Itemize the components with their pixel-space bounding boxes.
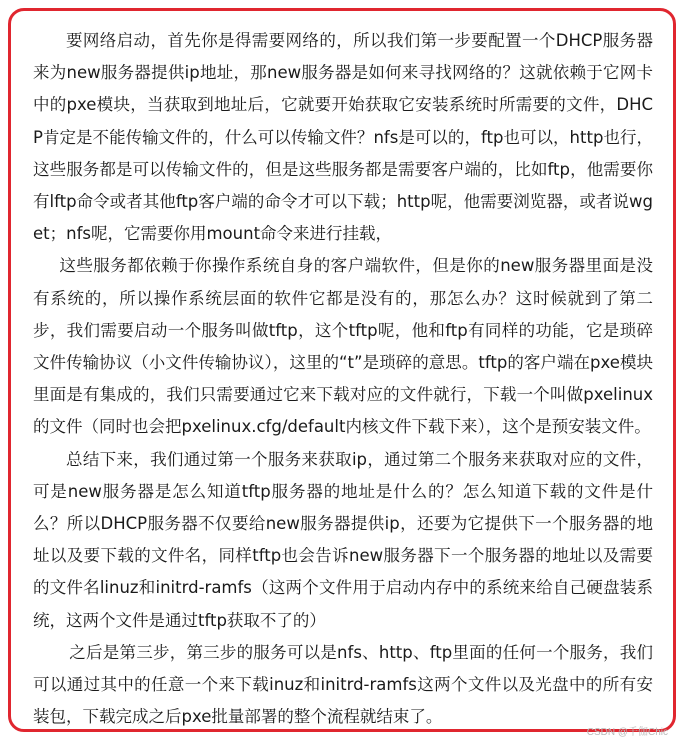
red-outline-frame bbox=[8, 8, 676, 732]
paragraph-summary: 总结下来，我们通过第一个服务来获取ip，通过第二个服务来获取对应的文件，可是new服务器是怎么知道tftp服务器的地址是什么的？怎么知道下载的文件是什么？所以DHCP服务器不仅要给new服务器提供ip，还要为它提供下一个服务器的地址以及要下载的文件名，同样tftp也会告诉new服务器下一个服务器的地址以及需要的文件名linuz和initrd-ramfs（这两个文件用于启动内存中的系统来给自己硬盘装系统，这两个文件是通过tftp获取不了的） bbox=[33, 449, 653, 630]
paragraph-dhcp: 要网络启动，首先你是得需要网络的，所以我们第一步要配置一个DHCP服务器来为new服务器提供ip地址，那new服务器是如何来寻找网络的？这就依赖于它网卡中的pxe模块，当获取到地址后，它就要开始获取它安装系统时所需要的文件，DHCP肯定是不能传输文件的，什么可以传输文件？nfs是可以的，ftp也可以，http也行，这些服务都是可以传输文件的，但是这些服务都是需要客户端的，比如ftp，他需要你有lftp命令或者其他ftp客户端的命令才可以下载；http呢，他需要浏览器，或者说wget；nfs呢，它需要你用mount命令来进行挂载， bbox=[33, 31, 653, 244]
paragraph-tftp: 这些服务都依赖于你操作系统自身的客户端软件，但是你的new服务器里面是没有系统的，所以操作系统层面的软件它都是没有的，那怎么办？这时候就到了第二步，我们需要启动一个服务叫做tftp，这个tftp呢，他和ftp有同样的功能，它是琐碎文件传输协议（小文件传输协议），这里的“t”是琐碎的意思。tftp的客户端在pxe模块里面是有集成的，我们只需要通过它来下载对应的文件就行，下载一个叫做pxelinux的文件（同时也会把pxelinux.cfg/default内核文件下载下来），这个是预安装文件。 bbox=[33, 256, 653, 437]
csdn-watermark: CSDN @千伽Chic bbox=[586, 727, 668, 738]
paragraph-step-three: 之后是第三步，第三步的服务可以是nfs、http、ftp里面的任何一个服务，我们可以通过其中的任意一个来下载inuz和initrd-ramfs这两个文件以及光盘中的所有安装包，下载完成之后pxe批量部署的整个流程就结束了。 bbox=[33, 642, 653, 727]
